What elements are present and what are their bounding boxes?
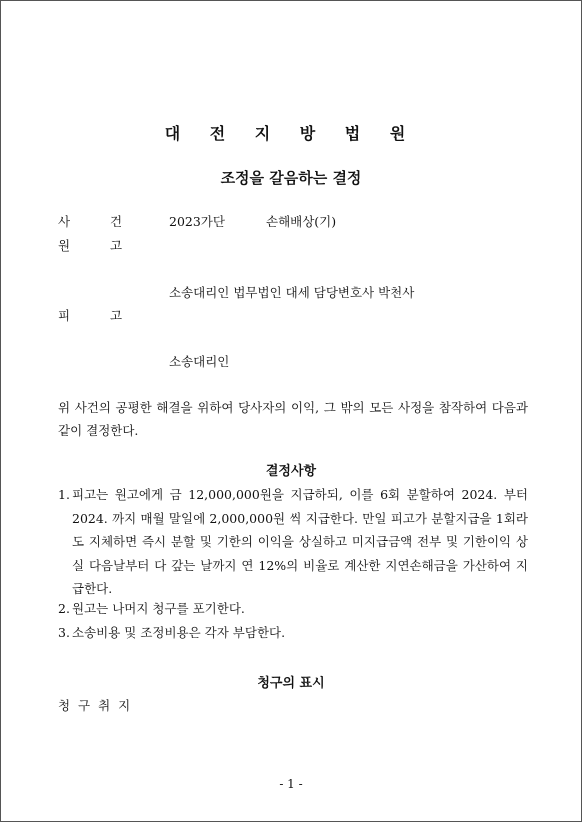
decision-item-number: 1. [58, 487, 70, 502]
page-number: - 1 - [279, 777, 303, 791]
plaintiff-representative: 소송대리인 법무법인 대세 담당변호사 박천사 [169, 285, 415, 300]
preamble-paragraph: 위 사건의 공평한 해결을 위하여 당사자의 이익, 그 밖의 모든 사정을 참작하여 다음과 같이 결정한다. [58, 400, 528, 438]
decision-item-number: 2. [58, 601, 70, 616]
decision-item-2 [58, 597, 528, 621]
decision-heading: 결정사항 [265, 464, 317, 479]
decision-item-1 [58, 483, 528, 601]
decision-item-text: 소송비용 및 조정비용은 각자 부담한다. [72, 625, 286, 640]
plaintiff-label-2: 고 [110, 238, 123, 253]
decision-item-text: 피고는 원고에게 금 12,000,000원을 지급하되, 이를 6회 분할하여 2024. 부터 2024. 까지 매월 말일에 2,000,000원 씩 지급한다. 만일 피고가 분할지급을 1회라도 지체하면 즉시 분할 및 기한의 이익을 상실하고 미지급금액 전부 및 기한이익 상실 다음날부터 다 갚는 날까지 연 12%의 비율로 계산한 지연손해금을 가산하여 지급한다. [72, 487, 528, 596]
case-name: 손해배상(기) [266, 214, 337, 229]
defendant-label-2: 고 [110, 308, 123, 323]
defendant-representative: 소송대리인 [169, 354, 230, 369]
defendant-label-1: 피 [58, 308, 71, 323]
court-name: 대 전 지 방 법 원 [164, 124, 418, 143]
claim-purpose-label: 청 구 취 지 [58, 698, 133, 713]
decision-item-number: 3. [58, 625, 70, 640]
decision-item-text: 원고는 나머지 청구를 포기한다. [72, 601, 245, 616]
case-label-1: 사 [58, 214, 71, 229]
case-label-2: 건 [110, 214, 123, 229]
case-number: 2023가단 [169, 214, 225, 229]
document-title: 조정을 갈음하는 결정 [220, 169, 362, 187]
claim-heading: 청구의 표시 [257, 676, 325, 691]
decision-item-3 [58, 621, 528, 645]
plaintiff-label-1: 원 [58, 238, 71, 253]
